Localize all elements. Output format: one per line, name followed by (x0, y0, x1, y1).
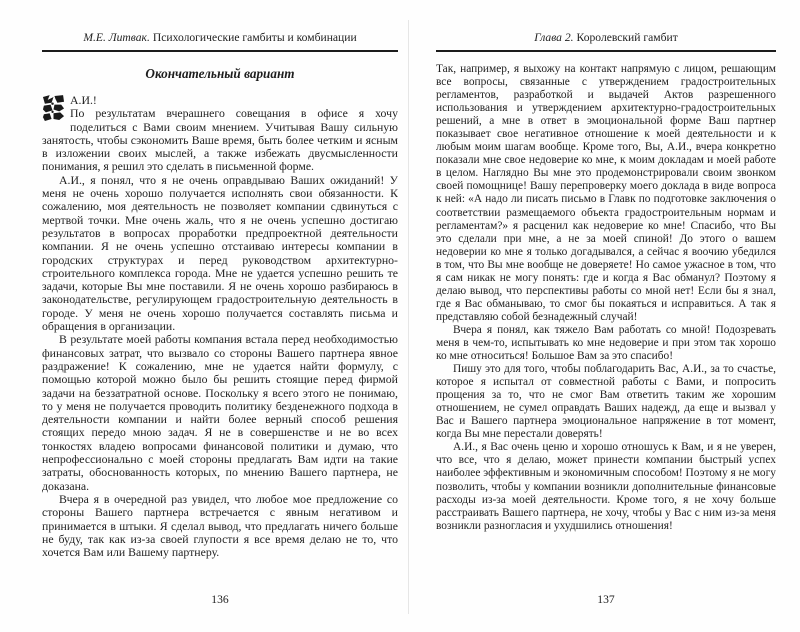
paragraph (42, 94, 398, 174)
running-header-book-title: Психологические гамбиты и комбинации (152, 31, 357, 44)
page-number-left: 136 (211, 593, 229, 606)
running-header-chapter: Глава 2. (534, 31, 574, 44)
page-gutter-line (408, 20, 409, 614)
running-header-right (436, 31, 776, 52)
paragraph: Так, например, я выхожу на контакт напрямую с лицом, решающим все вопросы, связанные с утверждением градостроительных регламентов, разработкой и выдачей Актов разрешенного использования и утверждением архитектурно-градостроительных решений, а мне в ответ в эмоциональной форме Ваш партнер показывает свое негативное отношение к моей деятельности и к любым моим шагам вообще. Кроме того, Вы, А.И., вчера конкретно показали мне свое недоверие ко мне, к моим докладам и моей работе в целом. Наглядно Вы мне это продемонстрировали своим звонком своей помощнице! Вашу перепроверку моего доклада в виде вопроса к ней: «А надо ли писать письмо в Главк по подготовке заключения о соответствии размещаемого объекта градостроительным нормам и регламентам?» я расценил как недоверие ко мне! Спасибо, что Вы это сделали при мне, а не за моей спиной! До этого о вашем недоверии ко мне я только догадывался, а сейчас я воочию убедился в том, что Вы мне вообще не доверяете! Но самое ужасное в том, что я сам никак не могу понять: где и когда я Вас обманул? Поэтому я делаю вывод, что перспективы работы со мной нет! Если бы я знал, где я Вас обманываю, то смог бы покаяться и исправиться. А так я представляю собой безнадежный случай! (436, 63, 776, 323)
right-page-body (436, 63, 776, 533)
right-page (436, 0, 776, 632)
left-page-body (42, 94, 398, 559)
running-header-author: М.Е. Литвак. (83, 31, 150, 44)
section-heading: Окончательный вариант (145, 66, 295, 81)
running-header-left (42, 31, 398, 52)
floral-ornament-icon (42, 95, 65, 121)
paragraph: В результате моей работы компания встала перед необходимостью финансовых затрат, что вызвало со стороны Вашего партнера явное раздражение! К сожалению, мне не удается найти формулу, с помощью которой можно было бы решить стоящие перед фирмой задачи на беззатратной основе. Поскольку я всего этого не понимаю, то у меня не получается проводить политику безденежного подхода в деятельности компании и найти более верный способ решения стоящих передо мною задач. Я не в совершенстве и не во всех тонкостях владею вопросами финансовой политики и думаю, что непрофессионально с моей стороны предлагать Вам идти на такие затраты, обоснованность которых, по мнению Вашего партнера, не доказана. (42, 332, 398, 493)
paragraph: А.И., я Вас очень ценю и хорошо отношусь к Вам, и я не уверен, что все, что я делаю, может принести компании быстрый успех наиболее эффективным и экономичным способом! Поэтому я не могу позволить, чтобы у компании возникли дополнительные финансовые расходы из-за моей деятельности. Кроме того, я не хочу больше расстраивать Вашего партнера, не хочу, чтобы у Вас с ним из-за меня возникли разногласия и ухудшились отношения! (436, 441, 776, 532)
paragraph: А.И., я понял, что я не очень оправдываю Ваших ожиданий! У меня не очень хорошо получается исполнять свои обязанности. К сожалению, моя деятельность не позволяет компании сдвинуться с мертвой точки. Мне очень жаль, что я не очень успешно достигаю результатов в вопросах проработки предпроектной деятельности компании. Я не очень успешно отстаиваю интересы компании в городских структурах и перед руководством архитектурно-строительного комплекса города. Мне не удается успешно решить те задачи, которые Вы мне поставили. Я не очень хорошо разбираюсь в законодательстве, регулирующем градостроительную деятельность в городе. У меня не очень хорошо получается составлять письма и обращения в организации. (42, 172, 398, 334)
left-page (42, 0, 398, 632)
paragraph: Вчера я в очередной раз увидел, что любое мое предложение со стороны Вашего партнера встречается с явным негативом и принимается в штыки. Я сделал вывод, что предлагать ничего больше не буду, так как из-за своей глупости я все время делаю не то, что хочется Вам или Вашему партнеру. (42, 491, 398, 560)
paragraph-text: По результатам вчерашнего совещания в офисе я хочу поделиться с Вами своим мнением. Учитывая Вашу сильную занятость, чтобы сэкономить Ваше время, быть более четким и ясным в изложении своих мыслей, а также избежать двусмысленности понимания, я решил это сделать в письменной форме. (42, 106, 398, 174)
paragraph: Пишу это для того, чтобы поблагодарить Вас, А.И., за то счастье, которое я испытал от совместной работы с Вами, и попросить прощения за то, что не смог Вам ответить таким же хорошим отношением, не сумел оправдать Ваших надежд, да еще и вызвал у Вас и Вашего партнера эмоциональное напряжение в тот момент, когда Вы мне перестали доверять! (436, 363, 776, 441)
page-number-right: 137 (597, 593, 615, 606)
running-header-chapter-title: Королевский гамбит (576, 31, 678, 44)
salutation: А.И.! (70, 94, 97, 107)
paragraph: Вчера я понял, как тяжело Вам работать со мной! Подозревать меня в чем-то, испытывать ко мне недоверие и при этом так хорошо ко мне относиться! Большое Вам за это спасибо! (436, 323, 776, 363)
